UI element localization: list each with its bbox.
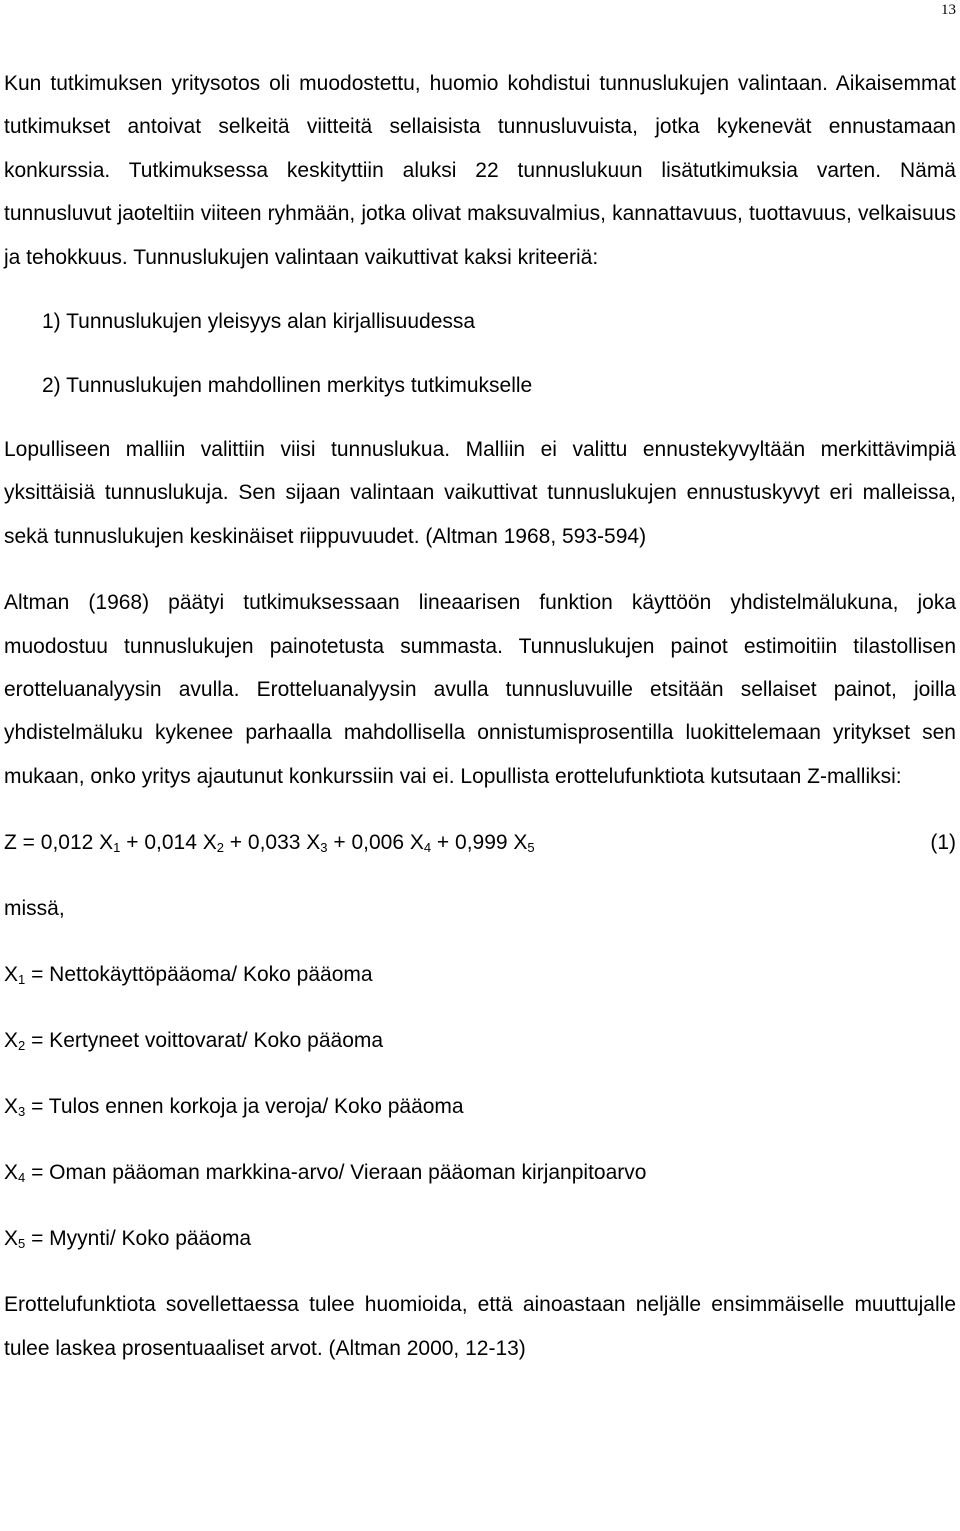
variable-x2: $X_2$ = Kertyneet voittovarat/ Koko pääoma [4, 1029, 384, 1054]
paragraph-percentages-note: Erottelufunktiota sovellettaessa tulee huomioida, että ainoastaan neljälle ensimmäiselle muuttujalle tulee laskea prosentuaaliset arvot. (Altman 2000, 12-13) [4, 1293, 956, 1360]
page-number: 13 [941, 2, 956, 18]
variable-x3: $X_3$ = Tulos ennen korkoja ja veroja/ Koko pääoma [4, 1095, 464, 1120]
variable-x4: $X_4$ = Oman pääoman markkina-arvo/ Vieraan pääoman kirjanpitoarvo [4, 1161, 647, 1186]
criterion-1: 1) Tunnuslukujen yleisyys alan kirjallisuudessa [42, 310, 476, 334]
paragraph-ratio-selection: Kun tutkimuksen yritysotos oli muodostettu, huomio kohdistui tunnuslukujen valintaan. Aikaisemmat tutkimukset antoivat selkeitä viitteitä sellaisista tunnusluvuista, jotka kykenevät ennustamaan konkurssia. Tutkimuksessa keskityttiin aluksi 22 tunnuslukuun lisätutkimuksia varten. Nämä tunnusluvut jaoteltiin viiteen ryhmään, jotka olivat maksuvalmius, kannattavuus, tuottavuus, velkaisuus ja tehokkuus. Tunnuslukujen valintaan vaikuttivat kaksi kriteeriä: [4, 72, 956, 269]
where-label: missä, [4, 897, 65, 921]
criterion-2: 2) Tunnuslukujen mahdollinen merkitys tutkimukselle [42, 374, 533, 398]
document-body [4, 62, 956, 1370]
z-model-formula [4, 821, 956, 864]
formula-number: (1) [930, 831, 956, 855]
paragraph-final-model: Lopulliseen malliin valittiin viisi tunnuslukua. Malliin ei valittu ennustekyvyltään merkittävimpiä yksittäisiä tunnuslukuja. Sen sijaan valintaan vaikuttivat tunnuslukujen ennustuskyvyt eri malleissa, sekä tunnuslukujen keskinäiset riippuvuudet. (Altman 1968, 593-594) [4, 438, 956, 548]
formula-expression: Z = 0,012 $X_1 + 0,014$ $X_2 + 0,033$ $X_3 + 0,006$ $X_4 + 0,999$ $X_5$ [4, 831, 535, 856]
variable-x5: $X_5$ = Myynti/ Koko pääoma [4, 1227, 252, 1252]
variable-x1: $X_1$ = Nettokäyttöpääoma/ Koko pääoma [4, 963, 373, 988]
paragraph-altman-function: Altman (1968) päätyi tutkimuksessaan lineaarisen funktion käyttöön yhdistelmälukuna, joka muodostuu tunnuslukujen painotetusta summasta. Tunnuslukujen painot estimoitiin tilastollisen erotteluanalyysin avulla. Erotteluanalyysin avulla tunnusluvuille etsitään sellaiset painot, joilla yhdistelmäluku kykenee parhaalla mahdollisella onnistumisprosentilla luokittelemaan yritykset sen mukaan, onko yritys ajautunut konkurssiin vai ei. Lopullista erottelufunktiota kutsutaan Z-malliksi: [4, 591, 956, 788]
